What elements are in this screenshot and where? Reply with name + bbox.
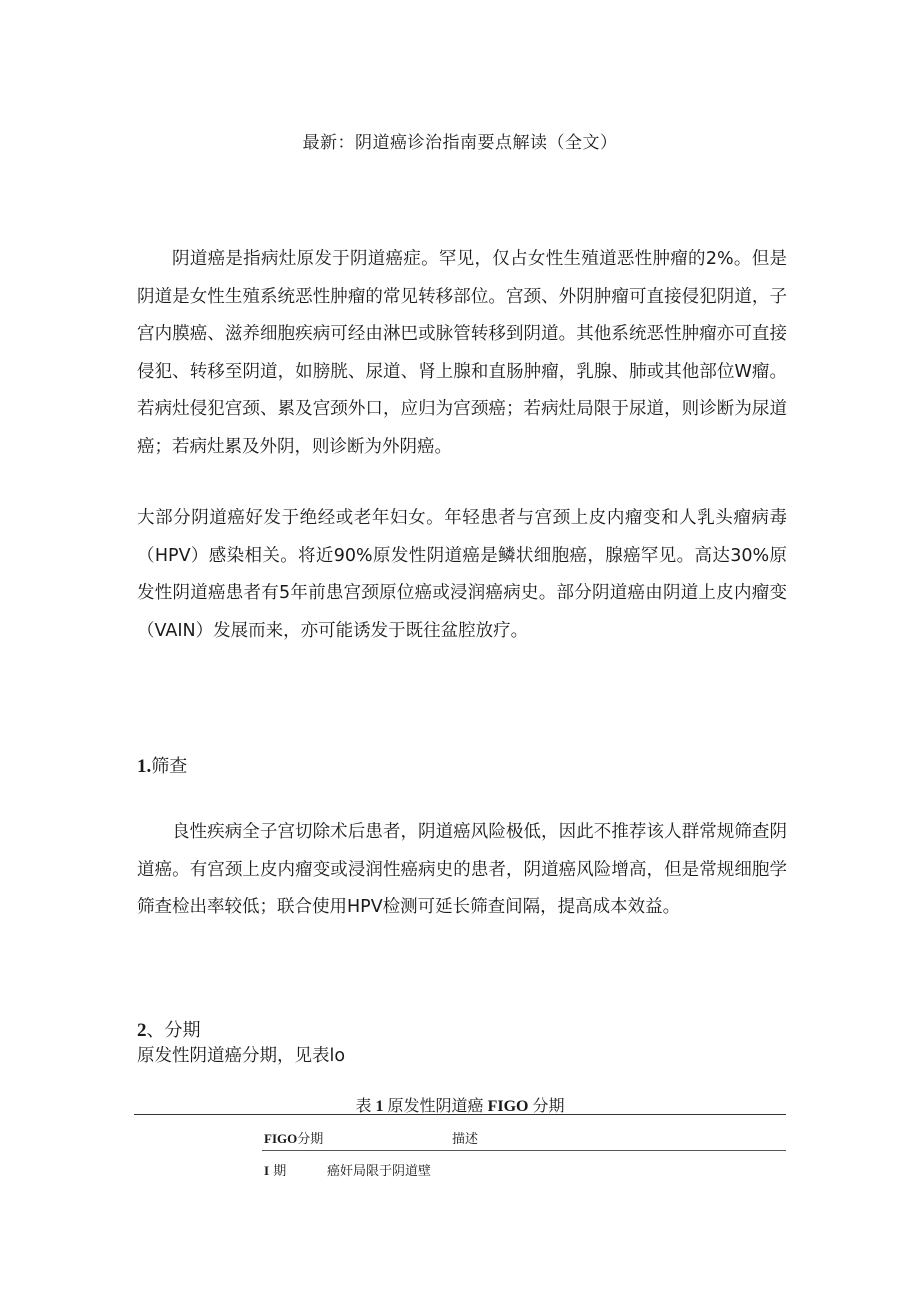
section-number: 2 xyxy=(137,1020,147,1041)
table-header-rule xyxy=(262,1150,786,1151)
caption-text: 原发性阴道癌 xyxy=(387,1098,484,1115)
table-header-stage xyxy=(264,1128,323,1147)
epidemiology-paragraph: 大部分阴道癌好发于绝经或老年妇女。年轻患者与宫颈上皮内瘤变和人乳头瘤病毒（HPV）感染相关。将近90%原发性阴道癌是鳞状细胞癌，腺癌罕见。高达30%原发性阴道癌患者有5年前患宫颈原位癌或浸润癌病史。部分阴道癌由阴道上皮内瘤变（VAIN）发展而来，亦可能诱发于既往盆腔放疗。 xyxy=(137,508,787,641)
screening-paragraph: 良性疾病全子宫切除术后患者，阴道癌风险极低，因此不推荐该人群常规筛查阴道癌。有宫颈上皮内瘤变或浸润性癌病史的患者，阴道癌风险增高，但是常规细胞学筛查检出率较低；联合使用HPV检测可延长筛查间隔，提高成本效益。 xyxy=(137,822,787,917)
section-title: 、分期 xyxy=(146,1020,201,1041)
intro-paragraph: 阴道癌是指病灶原发于阴道癌症。罕见，仅占女性生殖道恶性肿瘤的2%。但是阴道是女性生殖系统恶性肿瘤的常见转移部位。宫颈、外阴肿瘤可直接侵犯阴道，子宫内膜癌、滋养细胞疾病可经由淋巴或脉管转移到阴道。其他系统恶性肿瘤亦可直接侵犯、转移至阴道，如膀胱、尿道、肾上腺和直肠肿瘤，乳腺、肺或其他部位W瘤。若病灶侵犯宫颈、累及宫颈外口，应归为宫颈癌；若病灶局限于尿道，则诊断为尿道癌；若病灶累及外阴，则诊断为外阴癌。 xyxy=(137,249,787,457)
table-caption xyxy=(0,1093,920,1116)
caption-suffix: 分期 xyxy=(532,1098,565,1115)
section-heading-screening xyxy=(137,752,187,778)
header-figo: FIGO xyxy=(264,1131,298,1146)
table-cell-stage xyxy=(264,1160,286,1179)
caption-figo: FIGO xyxy=(487,1098,529,1115)
section-number: 1. xyxy=(137,756,152,777)
table-header-description: 描述 xyxy=(452,1132,479,1147)
caption-number: 1 xyxy=(375,1098,384,1115)
staging-intro-text: 原发性阴道癌分期，见表lo xyxy=(137,1046,346,1066)
stage-roman-numeral: I xyxy=(264,1163,270,1178)
header-stage-label: 分期 xyxy=(297,1132,324,1147)
caption-prefix: 表 xyxy=(355,1098,372,1115)
section-title: 筛查 xyxy=(151,756,188,777)
document-title: 最新：阴道癌诊治指南要点解读（全文） xyxy=(302,133,618,153)
stage-label: 期 xyxy=(273,1164,287,1179)
table-cell-description: 癌奸局限于阴道壁 xyxy=(327,1164,432,1179)
table-top-rule xyxy=(134,1114,786,1115)
section-heading-staging xyxy=(137,1016,201,1042)
